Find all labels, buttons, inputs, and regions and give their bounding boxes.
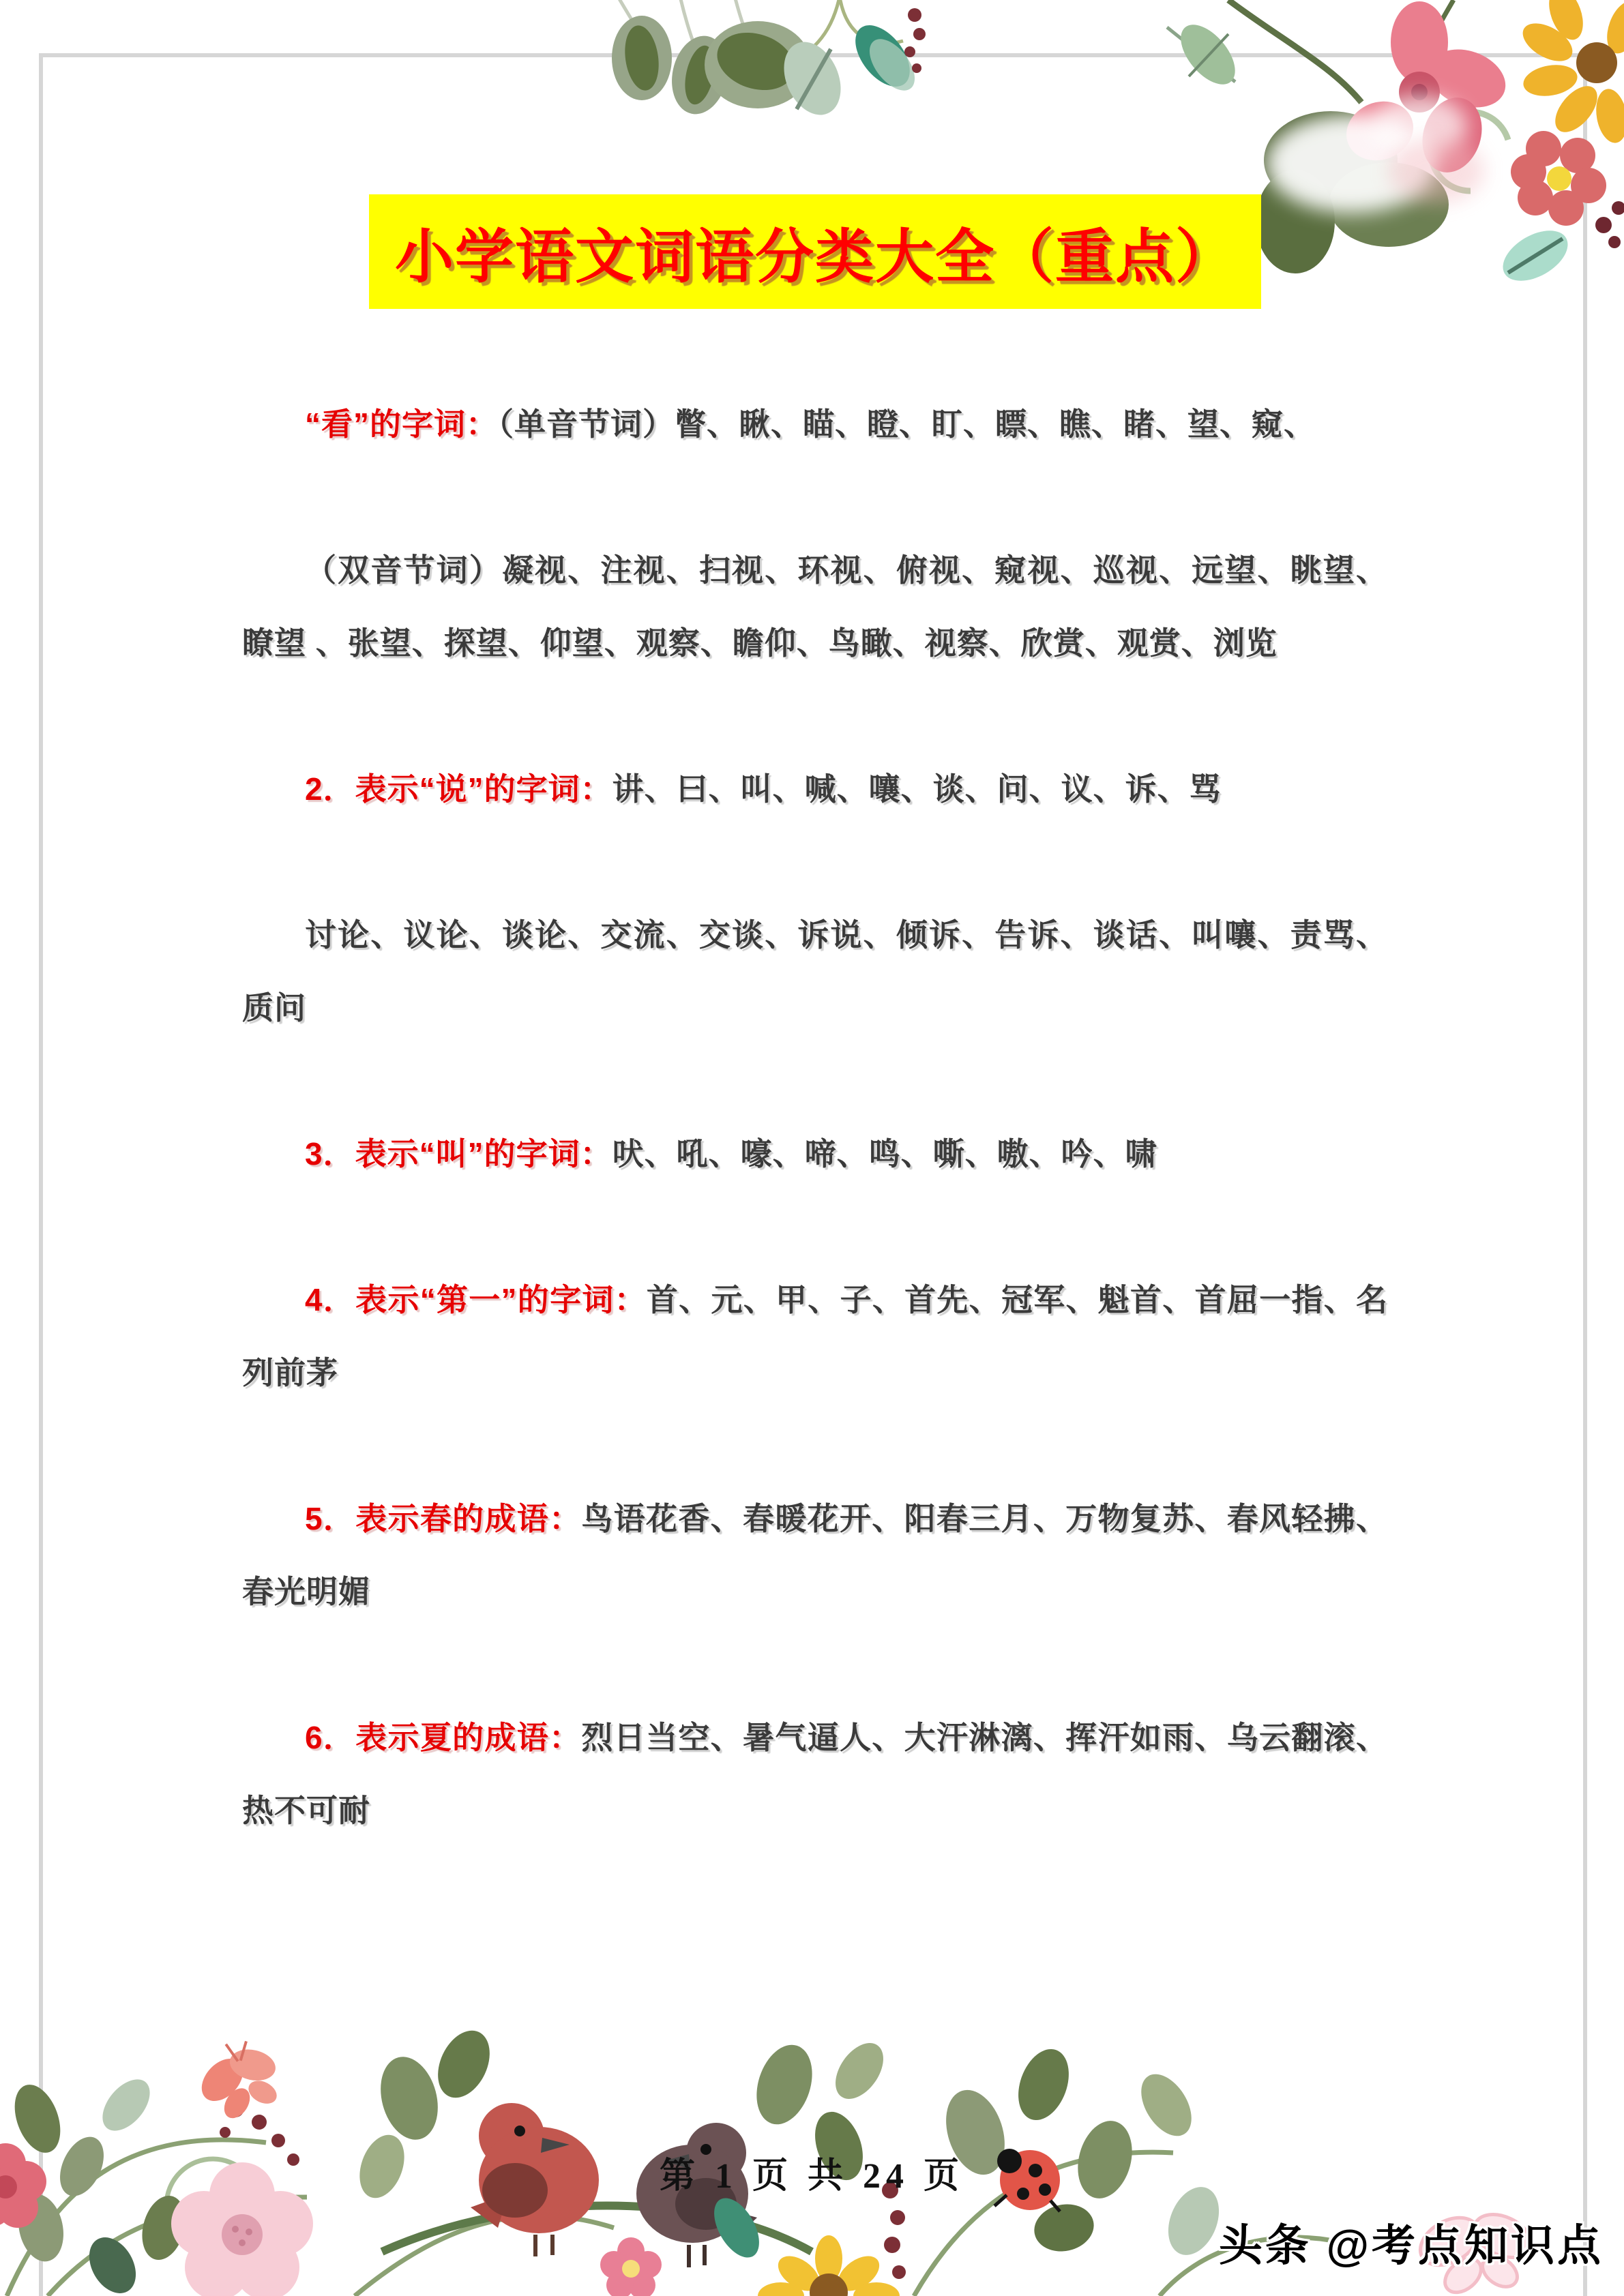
butterfly-illustration [186, 2034, 291, 2130]
section-header: 3．表示“叫”的字词： [305, 1136, 612, 1172]
document-body [242, 0, 1388, 1847]
section-header: 2．表示“说”的字词： [305, 771, 612, 807]
paragraph-call-words [242, 1118, 1388, 1191]
paragraph-spring-idioms [242, 1482, 1388, 1628]
small-red-flower [1511, 131, 1606, 226]
section-header: 5．表示春的成语： [305, 1501, 582, 1536]
section-body: （双音节词）凝视、注视、扫视、环视、俯视、窥视、巡视、远望、眺望、瞭望 、张望、探望、仰望、观察、瞻仰、鸟瞰、视察、欣赏、观赏、浏览 [242, 552, 1388, 661]
paragraph-see-words [242, 388, 1388, 461]
paragraph-first-words [242, 1264, 1388, 1410]
watermark-text: 头条 @考点知识点 [1218, 2221, 1604, 2270]
section-header: 6．表示夏的成语： [305, 1720, 582, 1755]
paragraph-summer-idioms [242, 1701, 1388, 1847]
section-body: 首、元、甲、子、首先、冠军、魁首、首屈一指、名列前茅 [242, 1282, 1388, 1390]
section-header: 4．表示“第一”的字词： [305, 1282, 647, 1317]
section-body: 吠、吼、嚎、啼、鸣、嘶、嗷、吟、啸 [612, 1136, 1157, 1172]
page-title: 小学语文词语分类大全（重点） [395, 224, 1235, 290]
section-body: 烈日当空、暑气逼人、大汗淋漓、挥汗如雨、乌云翻滚、热不可耐 [242, 1720, 1388, 1828]
yellow-daisy-flower [1516, 0, 1624, 145]
paragraph-say-words-disyllabic [242, 899, 1388, 1045]
section-body: 鸟语花香、春暖花开、阳春三月、万物复苏、春风轻拂、春光明媚 [242, 1501, 1388, 1609]
section-body: 讨论、议论、谈论、交流、交谈、诉说、倾诉、告诉、谈话、叫嚷、责骂、质问 [242, 917, 1388, 1026]
section-body: （单音节词）瞥、瞅、瞄、瞪、盯、瞟、瞧、睹、望、窥、 [498, 406, 1316, 442]
section-body: 讲、曰、叫、喊、嚷、谈、问、议、诉、骂 [612, 771, 1222, 807]
page-number: 第 1 页 共 24 页 [659, 2157, 964, 2196]
small-pink-flower [600, 2237, 662, 2296]
paragraph-see-words-disyllabic [242, 534, 1388, 680]
section-header: “看”的字词： [305, 406, 498, 442]
paragraph-say-words [242, 753, 1388, 826]
title-highlight [369, 194, 1261, 309]
yellow-flower [758, 2235, 900, 2296]
